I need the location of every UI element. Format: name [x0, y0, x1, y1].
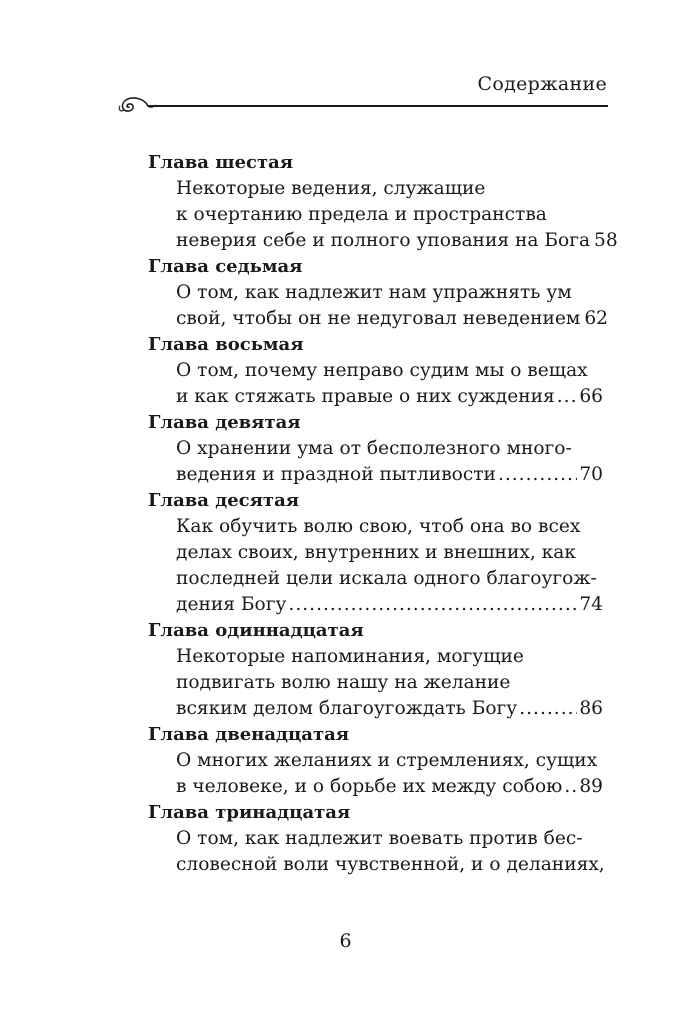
chapter-title: Глава тринадцатая	[148, 802, 351, 823]
toc-chapter	[148, 488, 603, 618]
chapter-description-line: подвигать волю нашу на желание	[176, 672, 511, 693]
chapter-description-line	[148, 592, 603, 618]
page-number: 6	[339, 930, 352, 952]
chapter-description-line: Некоторые напоминания, могущие	[176, 646, 524, 667]
toc-chapter	[148, 800, 603, 878]
description-text: всяким делом благоугождать Богу	[176, 698, 518, 719]
description-text: в человеке, и о борьбе их между собою	[176, 776, 563, 797]
chapter-title: Глава седьмая	[148, 256, 303, 277]
toc-chapter	[148, 150, 618, 254]
toc-chapter	[148, 254, 609, 332]
description-text: неверия себе и полного упования на Бога	[176, 230, 591, 251]
chapter-description-line	[148, 384, 603, 410]
toc-page-number: 66	[579, 386, 603, 407]
chapter-description-line: О том, почему неправо судим мы о вещах	[176, 360, 588, 381]
toc-page-number: 86	[579, 698, 603, 719]
toc-page-number: 62	[584, 308, 609, 329]
table-of-contents	[148, 150, 618, 878]
chapter-description-line	[148, 228, 618, 254]
header-rule	[148, 105, 608, 107]
toc-chapter	[148, 410, 603, 488]
chapter-title: Глава десятая	[148, 490, 300, 511]
chapter-description-line: О многих желаниях и стремлениях, сущих	[176, 750, 598, 771]
chapter-title: Глава двенадцатая	[148, 724, 350, 745]
toc-page-number: 89	[579, 776, 603, 797]
chapter-description-line: Некоторые ведения, служащие	[176, 178, 486, 199]
chapter-title: Глава одиннадцатая	[148, 620, 364, 641]
chapter-description-line	[148, 774, 603, 800]
dot-leader	[564, 774, 577, 800]
toc-page-number: 70	[579, 464, 603, 485]
dot-leader	[557, 384, 578, 410]
description-text: и как стяжать правые о них суждения	[176, 386, 555, 407]
chapter-description-line: О том, как надлежит нам упражнять ум	[176, 282, 572, 303]
description-text: свой, чтобы он не недуговал неведением	[176, 308, 581, 329]
chapter-title: Глава восьмая	[148, 334, 304, 355]
dot-leader	[288, 592, 577, 618]
toc-chapter	[148, 722, 603, 800]
chapter-description-line: делах своих, внутренних и внешних, как	[176, 542, 576, 563]
chapter-description-line: Как обучить волю свою, чтоб она во всех	[176, 516, 581, 537]
dot-leader	[519, 696, 577, 722]
description-text: ведения и праздной пытливости	[176, 464, 496, 485]
toc-page-number: 58	[594, 230, 618, 251]
dot-leader	[498, 462, 577, 488]
chapter-description-line	[148, 696, 603, 722]
description-text: дения Богу	[176, 594, 287, 615]
chapter-description-line: О хранении ума от бесполезного много-	[176, 438, 572, 459]
chapter-description-line: последней цели искала одного благоугож-	[176, 568, 597, 589]
chapter-description-line	[148, 462, 603, 488]
chapter-description-line	[148, 306, 609, 332]
running-title: Содержание	[477, 73, 607, 95]
chapter-description-line: словесной воли чувственной, и о деланиях,	[176, 854, 605, 875]
toc-page-number: 74	[579, 594, 603, 615]
chapter-title: Глава девятая	[148, 412, 301, 433]
toc-chapter	[148, 332, 603, 410]
toc-chapter	[148, 618, 603, 722]
chapter-title: Глава шестая	[148, 152, 294, 173]
chapter-description-line: к очертанию предела и пространства	[176, 204, 547, 225]
swirl-ornament-icon	[114, 86, 156, 118]
chapter-description-line: О том, как надлежит воевать против бес-	[176, 828, 583, 849]
